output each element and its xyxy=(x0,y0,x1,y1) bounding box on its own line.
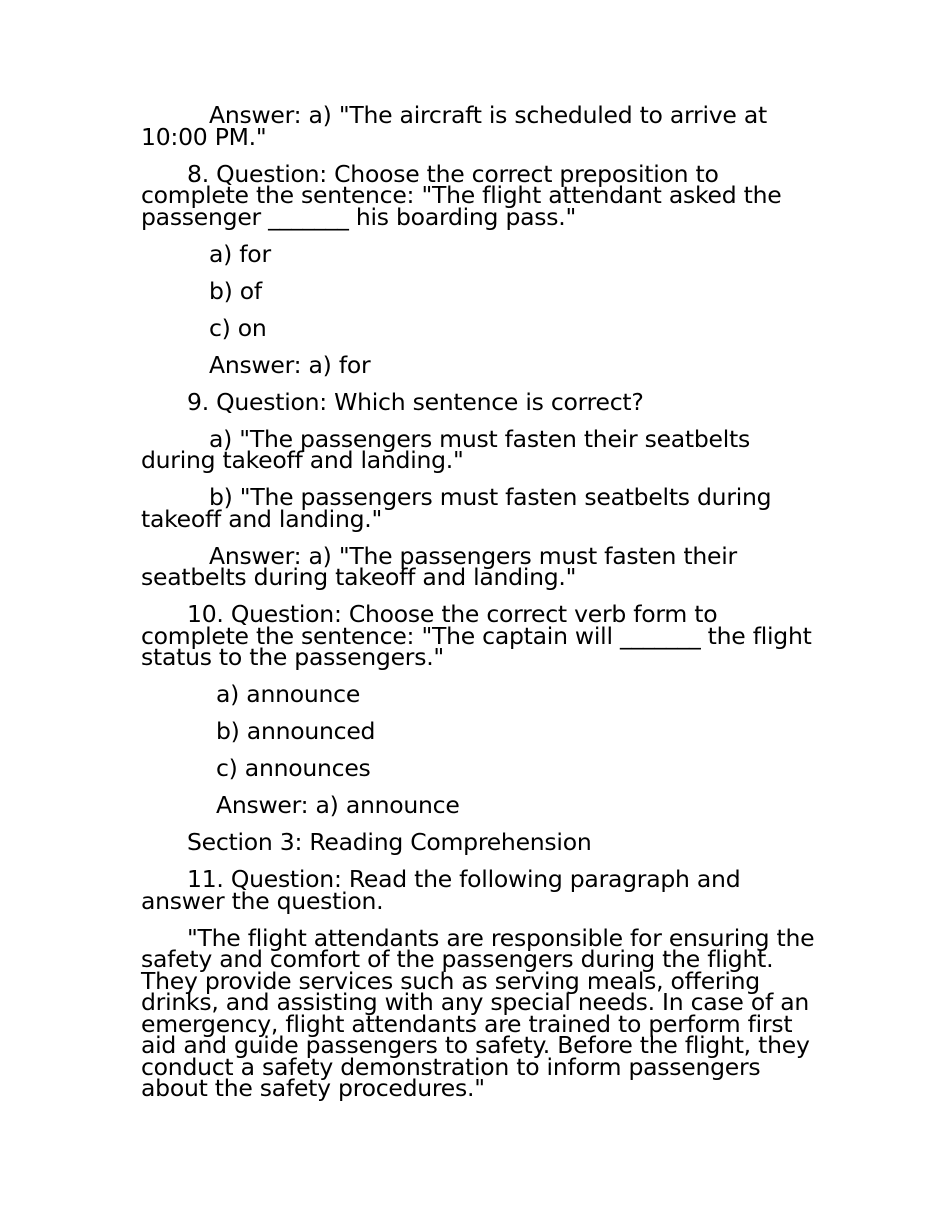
question-11: 11. Question: Read the following paragraph and answer the question. xyxy=(141,865,741,915)
question-8: 8. Question: Choose the correct preposition to complete the sentence: "The flight attendant asked the passenger _______ his boarding pass." xyxy=(141,159,782,231)
answer-q9: Answer: a) "The passengers must fasten their seatbelts during takeoff and landing." xyxy=(141,541,737,591)
q9-option-b: b) "The passengers must fasten seatbelts during takeoff and landing." xyxy=(141,483,772,533)
q8-option-a: a) for xyxy=(209,239,271,268)
q10-option-a: a) announce xyxy=(216,680,361,708)
q10-option-b: b) announced xyxy=(216,717,376,745)
reading-passage: "The flight attendants are responsible for ensuring the safety and comfort of the passengers during the flight. They provide services such as serving meals, offering drinks, and assisting with any special needs. In case of an emergency, flight attendants are trained to perform first aid and guide passengers to safety. Before the flight, they conduct a safety demonstration to inform passengers about the safety procedures." xyxy=(141,923,815,1102)
q8-option-c: c) on xyxy=(209,313,267,342)
q10-option-c: c) announces xyxy=(216,754,371,782)
question-10: 10. Question: Choose the correct verb form to complete the sentence: "The captain will _______ the flight status to the passengers." xyxy=(141,600,812,671)
document-body xyxy=(141,101,816,1102)
q8-option-b: b) of xyxy=(209,276,262,305)
answer-q8: Answer: a) for xyxy=(209,350,371,379)
section-heading: Section 3: Reading Comprehension xyxy=(187,828,592,856)
answer-q10: Answer: a) announce xyxy=(216,791,460,819)
question-9: 9. Question: Which sentence is correct? xyxy=(187,387,644,416)
answer-q7: Answer: a) "The aircraft is scheduled to arrive at 10:00 PM." xyxy=(141,101,767,151)
q9-option-a: a) "The passengers must fasten their seatbelts during takeoff and landing." xyxy=(141,424,751,474)
